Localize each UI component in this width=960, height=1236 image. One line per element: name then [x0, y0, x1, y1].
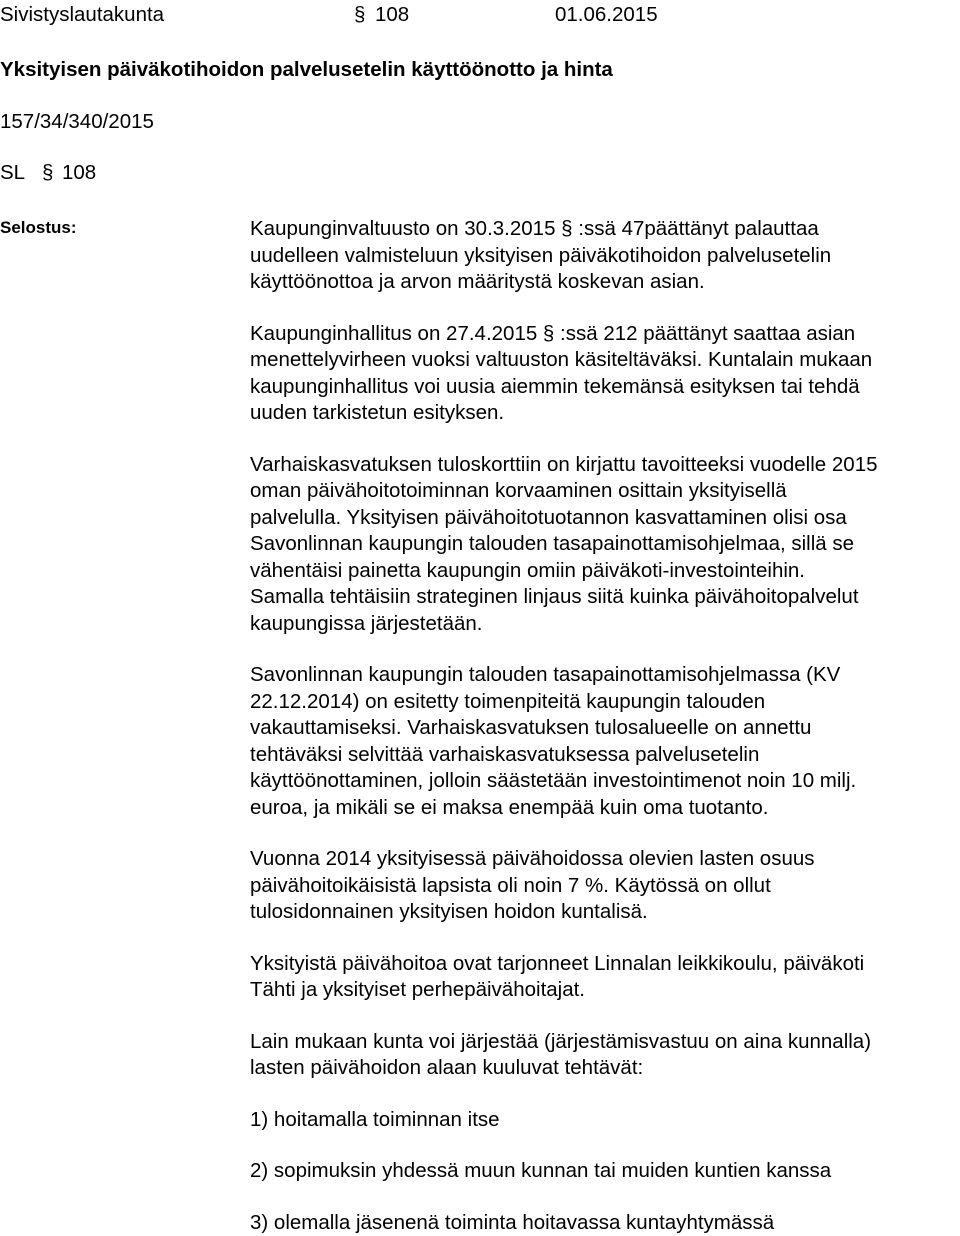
paragraph-line: menettelyvirheen vuoksi valtuuston käsiteltäväksi. Kuntalain mukaan: [250, 347, 955, 374]
paragraph-line: Varhaiskasvatuksen tuloskorttiin on kirjattu tavoitteeksi vuodelle 2015: [250, 452, 955, 479]
sl-section-mark: §: [42, 163, 53, 184]
paragraph-5: [250, 846, 955, 926]
body-text: [250, 216, 955, 1236]
paragraph-line: uuden tarkistetun esityksen.: [250, 400, 955, 427]
paragraph-line: Savonlinnan kaupungin talouden tasapainottamisohjelmaa, sillä se: [250, 531, 955, 558]
paragraph-6: [250, 951, 955, 1004]
section-mark: §: [354, 5, 365, 26]
document-title: Yksityisen päiväkotihoidon palvelusetelin käyttöönotto ja hinta: [0, 60, 613, 81]
paragraph-line: Lain mukaan kunta voi järjestää (järjestämisvastuu on aina kunnalla): [250, 1029, 955, 1056]
paragraph-line: euroa, ja mikäli se ei maksa enempää kuin oma tuotanto.: [250, 795, 955, 822]
selostus-label: Selostus:: [0, 219, 77, 236]
list-item-1: [250, 1107, 955, 1134]
paragraph-line: tehtäväksi selvittää varhaiskasvatuksessa palvelusetelin: [250, 742, 955, 769]
sl-number: 108: [62, 163, 96, 184]
meeting-date: 01.06.2015: [555, 5, 658, 26]
paragraph-line: Kaupunginhallitus on 27.4.2015 § :ssä 212 päättänyt saattaa asian: [250, 321, 955, 348]
paragraph-line: Kaupunginvaltuusto on 30.3.2015 § :ssä 47päättänyt palauttaa: [250, 216, 955, 243]
paragraph-line: lasten päivähoidon alaan kuuluvat tehtävät:: [250, 1055, 955, 1082]
paragraph-line: Yksityistä päivähoitoa ovat tarjonneet Linnalan leikkikoulu, päiväkoti: [250, 951, 955, 978]
paragraph-1: [250, 216, 955, 296]
list-item-text: 2) sopimuksin yhdessä muun kunnan tai muiden kuntien kanssa: [250, 1158, 955, 1185]
department-name: Sivistyslautakunta: [0, 5, 164, 26]
paragraph-line: kaupunginhallitus voi uusia aiemmin tekemänsä esityksen tai tehdä: [250, 374, 955, 401]
paragraph-line: uudelleen valmisteluun yksityisen päiväkotihoidon palvelusetelin: [250, 243, 955, 270]
paragraph-line: kaupungissa järjestetään.: [250, 611, 955, 638]
list-item-3: [250, 1210, 955, 1236]
paragraph-line: tulosidonnainen yksityisen hoidon kuntalisä.: [250, 899, 955, 926]
paragraph-4: [250, 662, 955, 821]
paragraph-line: oman päivähoitotoiminnan korvaaminen osittain yksityisellä: [250, 478, 955, 505]
section-number: 108: [375, 5, 409, 26]
list-item-text: 1) hoitamalla toiminnan itse: [250, 1107, 955, 1134]
list-item-text: 3) olemalla jäsenenä toiminta hoitavassa kuntayhtymässä: [250, 1210, 955, 1236]
paragraph-line: 22.12.2014) on esitetty toimenpiteitä kaupungin talouden: [250, 689, 955, 716]
paragraph-line: palvelulla. Yksityisen päivähoitotuotannon kasvattaminen olisi osa: [250, 505, 955, 532]
paragraph-line: Tähti ja yksityiset perhepäivähoitajat.: [250, 977, 955, 1004]
paragraph-line: vakauttamiseksi. Varhaiskasvatuksen tulosalueelle on annettu: [250, 715, 955, 742]
paragraph-line: käyttöönottoa ja arvon määritystä koskevan asian.: [250, 269, 955, 296]
paragraph-line: Vuonna 2014 yksityisessä päivähoidossa olevien lasten osuus: [250, 846, 955, 873]
reference-number: 157/34/340/2015: [0, 112, 154, 133]
paragraph-2: [250, 321, 955, 427]
paragraph-line: vähentäisi painetta kaupungin omiin päiväkoti-investointeihin.: [250, 558, 955, 585]
paragraph-line: käyttöönottaminen, jolloin säästetään investointimenot noin 10 milj.: [250, 768, 955, 795]
list-item-2: [250, 1158, 955, 1185]
paragraph-line: Samalla tehtäisiin strateginen linjaus siitä kuinka päivähoitopalvelut: [250, 584, 955, 611]
paragraph-3: [250, 452, 955, 638]
paragraph-line: Savonlinnan kaupungin talouden tasapainottamisohjelmassa (KV: [250, 662, 955, 689]
paragraph-line: päivähoitoikäisistä lapsista oli noin 7 %. Käytössä on ollut: [250, 873, 955, 900]
paragraph-7: [250, 1029, 955, 1082]
sl-prefix: SL: [0, 163, 25, 184]
